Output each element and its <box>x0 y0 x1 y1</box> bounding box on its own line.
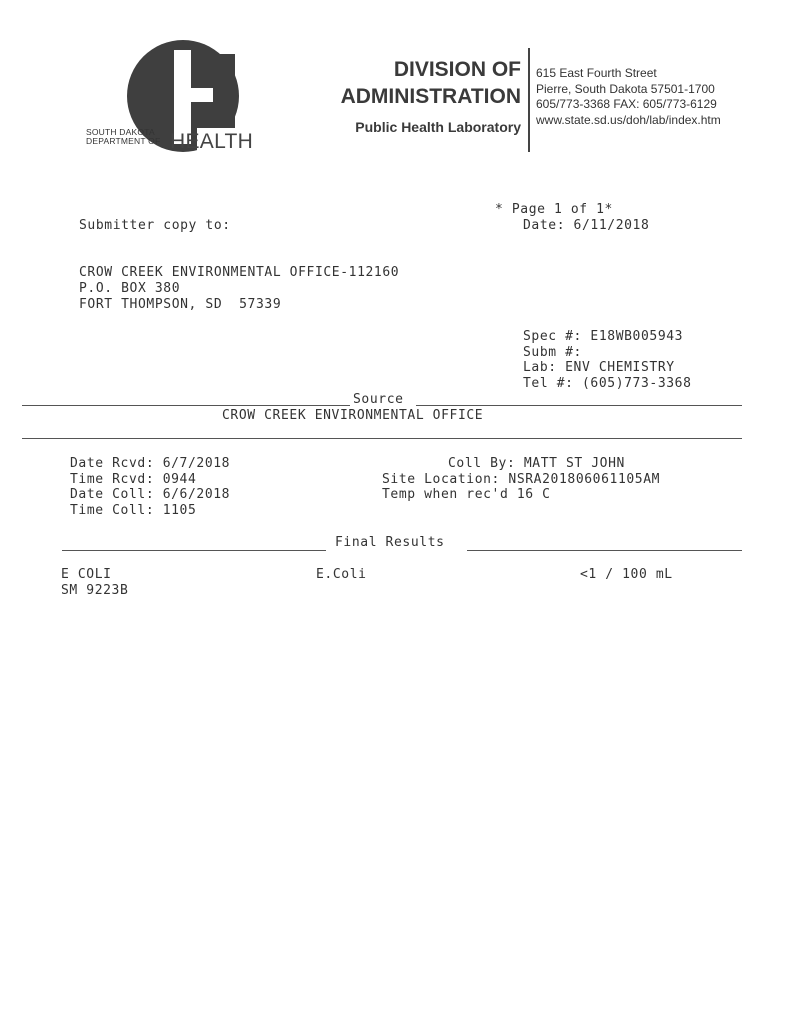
result-value: <1 / 100 mL <box>580 567 673 582</box>
site-location: Site Location: NSRA201806061105AM <box>382 472 661 487</box>
address-website: www.state.sd.us/doh/lab/index.htm <box>536 112 721 127</box>
logo-caption <box>86 128 160 146</box>
source-value: CROW CREEK ENVIRONMENTAL OFFICE <box>222 408 484 423</box>
lab-address <box>536 66 721 128</box>
temp-received: Temp when rec'd 16 C <box>382 487 551 502</box>
source-rule-right <box>416 405 742 406</box>
results-label: Final Results <box>335 535 445 550</box>
date-collected: Date Coll: 6/6/2018 <box>70 487 231 502</box>
results-rule-left <box>62 550 326 551</box>
date-received: Date Rcvd: 6/7/2018 <box>70 456 231 471</box>
lab-section: Lab: ENV CHEMISTRY <box>523 360 675 375</box>
address-street: 615 East Fourth Street <box>536 66 657 80</box>
result-analyte: E.Coli <box>316 567 367 582</box>
division-title <box>318 56 521 110</box>
time-received: Time Rcvd: 0944 <box>70 472 197 487</box>
page-indicator: * Page 1 of 1* <box>495 202 613 217</box>
source-rule-left <box>22 405 350 406</box>
collected-by: Coll By: MATT ST JOHN <box>448 456 625 471</box>
submitter-label: Submitter copy to: <box>79 218 231 233</box>
source-bottom-rule <box>22 438 742 439</box>
division-line1: DIVISION OF <box>393 58 521 81</box>
lab-name: Public Health Laboratory <box>355 119 521 135</box>
submitter-name: CROW CREEK ENVIRONMENTAL OFFICE-112160 <box>79 265 400 280</box>
result-test: E COLI <box>61 567 112 582</box>
address-phone-fax: 605/773-3368 FAX: 605/773-6129 <box>536 97 717 111</box>
subm-number: Subm #: <box>523 345 582 360</box>
address-city: Pierre, South Dakota 57501-1700 <box>536 81 715 96</box>
time-collected: Time Coll: 1105 <box>70 503 197 518</box>
lab-phone: Tel #: (605)773-3368 <box>523 376 692 391</box>
report-date: Date: 6/11/2018 <box>523 218 650 233</box>
result-method: SM 9223B <box>61 583 129 598</box>
submitter-address2: FORT THOMPSON, SD 57339 <box>79 297 282 312</box>
division-line2: ADMINISTRATION <box>340 85 521 108</box>
logo-caption-state: SOUTH DAKOTA <box>86 127 155 137</box>
logo-word: HEALTH <box>170 130 254 153</box>
submitter-address1: P.O. BOX 380 <box>79 281 181 296</box>
results-rule-right <box>467 550 742 551</box>
letterhead-divider <box>528 48 530 152</box>
source-label: Source <box>353 392 404 407</box>
spec-number: Spec #: E18WB005943 <box>523 329 684 344</box>
logo-caption-dept: DEPARTMENT OF <box>86 136 161 146</box>
